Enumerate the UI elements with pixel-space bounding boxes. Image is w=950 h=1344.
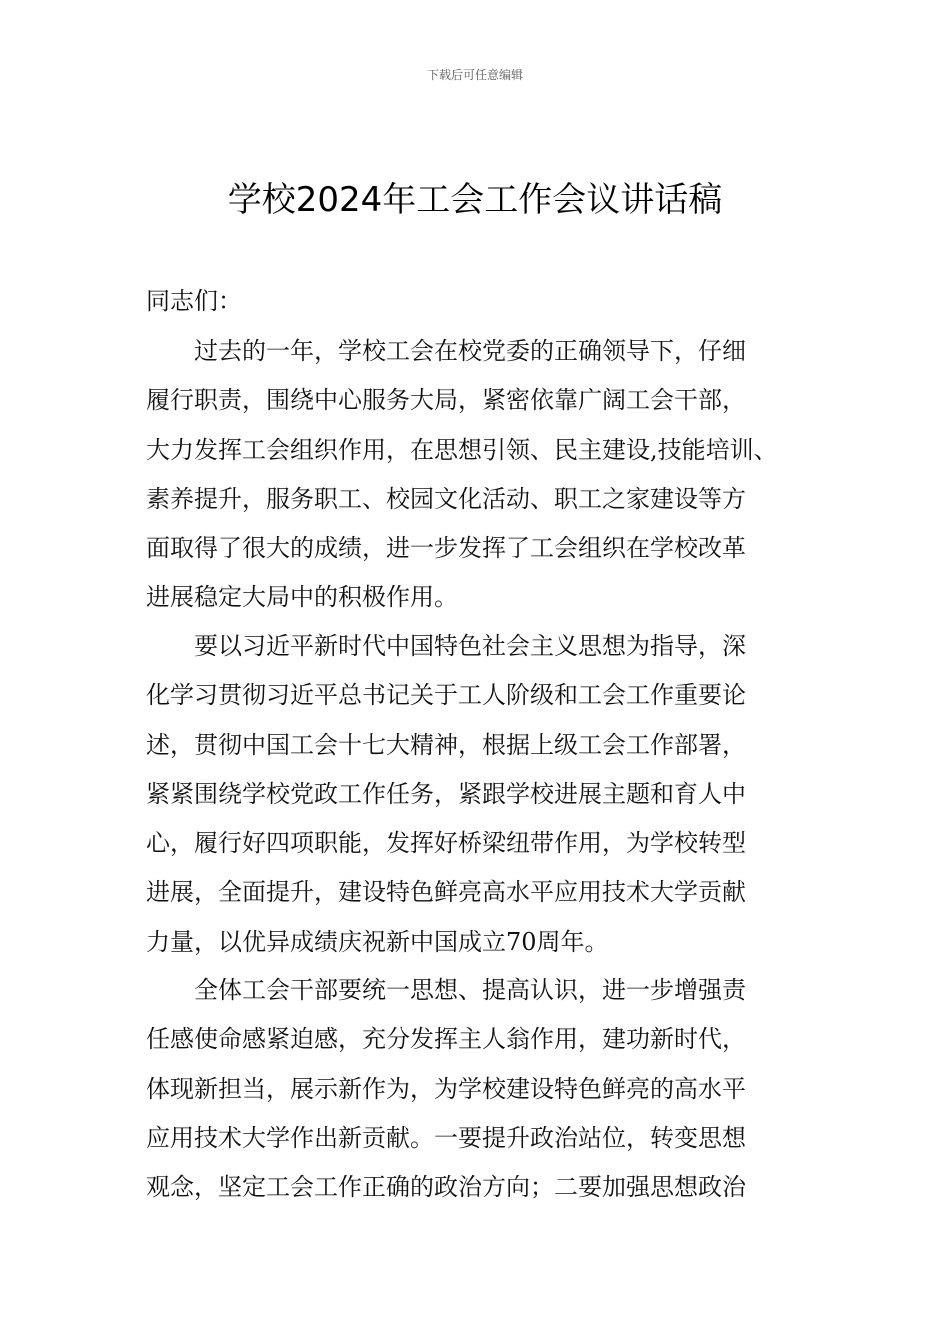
paragraph-line: 素养提升，服务职工、校园文化活动、职工之家建设等方	[146, 484, 746, 513]
paragraph-3	[146, 966, 806, 1212]
paragraph-line: 全体工会干部要统一思想、提高认识，进一步增强责	[194, 976, 746, 1004]
page-header-note: 下载后可任意编辑	[426, 68, 523, 82]
paragraph-line: 要以习近平新时代中国特色社会主义思想为指导，深	[194, 632, 746, 660]
paragraph-line: 述，贯彻中国工会十七大精神，根据上级工会工作部署，	[146, 730, 746, 759]
salutation: 同志们：	[146, 287, 242, 315]
paragraph-line: 过去的一年，学校工会在校党委的正确领导下，仔细	[194, 337, 746, 365]
document-title: 学校2024年工会工作会议讲话稿	[227, 180, 723, 220]
paragraph-line: 化学习贯彻习近平总书记关于工人阶级和工会工作重要论	[146, 681, 746, 710]
paragraph-line: 观念，坚定工会工作正确的政治方向；二要加强思想政治	[146, 1173, 746, 1202]
paragraph-line: 进展，全面提升，建设特色鲜亮高水平应用技术大学贡献	[146, 878, 746, 907]
paragraph-line: 大力发挥工会组织作用，在思想引领、民主建设,技能培训、	[146, 435, 778, 464]
paragraph-line: 心，履行好四项职能，发挥好桥梁纽带作用，为学校转型	[146, 829, 746, 858]
paragraph-line: 体现新担当，展示新作为，为学校建设特色鲜亮的高水平	[146, 1074, 746, 1103]
paragraph-2	[146, 622, 806, 967]
paragraph-line: 面取得了很大的成绩，进一步发挥了工会组织在学校改革	[146, 534, 746, 563]
paragraph-line: 任感使命感紧迫感，充分发挥主人翁作用，建功新时代，	[146, 1025, 746, 1054]
paragraph-1	[146, 327, 806, 623]
paragraph-line: 紧紧围绕学校党政工作任务，紧跟学校进展主题和育人中	[146, 779, 746, 808]
paragraph-line: 履行职责，围绕中心服务大局，紧密依靠广阔工会干部，	[146, 386, 746, 415]
paragraph-line: 应用技术大学作出新贡献。一要提升政治站位，转变思想	[146, 1123, 746, 1152]
paragraph-line: 力量，以优异成绩庆祝新中国成立70周年。	[146, 927, 609, 956]
paragraph-line: 进展稳定大局中的积极作用。	[146, 583, 458, 612]
